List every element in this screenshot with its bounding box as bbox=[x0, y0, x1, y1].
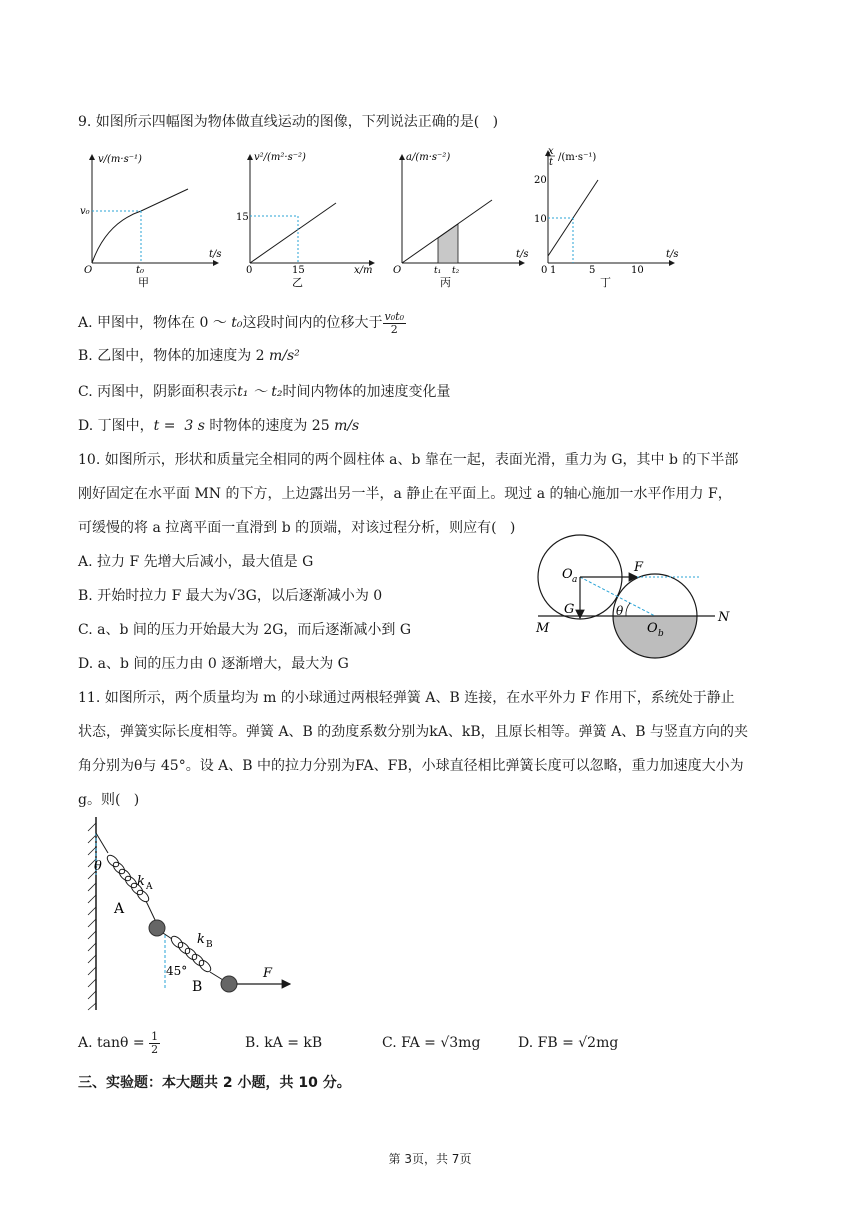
q11-stem-line4: g。则( ) bbox=[78, 792, 140, 808]
graph-jia bbox=[78, 145, 228, 290]
q9-option-d: D. 丁图中，t = 3 s 时物体的速度为 25 m/s bbox=[78, 418, 360, 434]
q10-figure bbox=[530, 520, 745, 668]
xlabel: t/s bbox=[666, 249, 679, 260]
svg-text:M: M bbox=[536, 621, 550, 636]
q10-option-b: B. 开始时拉力 F 最大为√3G，以后逐渐减小为 0 bbox=[78, 588, 383, 604]
svg-text:A: A bbox=[114, 901, 125, 917]
q11-stem-line2: 状态，弹簧实际长度相等。弹簧 A、B 的劲度系数分别为kA、kB，且原长相等。弹簧 A、B 与竖直方向的夹 bbox=[78, 724, 748, 740]
q10-option-a: A. 拉力 F 先增大后减小，最大值是 G bbox=[78, 554, 314, 570]
y10-label: 10 bbox=[534, 214, 547, 225]
caption: 甲 bbox=[138, 276, 149, 289]
svg-text:B: B bbox=[192, 979, 203, 995]
v0-label: v₀ bbox=[80, 206, 90, 217]
x10-label: 10 bbox=[631, 265, 644, 276]
svg-text:F: F bbox=[263, 966, 273, 981]
y15-label: 15 bbox=[236, 212, 249, 223]
q9-option-c: C. 丙图中，阴影面积表示t₁ ～ t₂时间内物体的加速度变化量 bbox=[78, 384, 451, 400]
x1-label: 1 bbox=[550, 265, 557, 276]
svg-text:N: N bbox=[718, 610, 730, 625]
v-t-curve bbox=[92, 189, 188, 263]
x15-label: 15 bbox=[292, 265, 305, 276]
ball-2 bbox=[221, 976, 237, 992]
svg-text:a: a bbox=[572, 575, 578, 585]
svg-text:O: O bbox=[562, 567, 573, 582]
q9-option-b: B. 乙图中，物体的加速度为 2 m/s² bbox=[78, 348, 300, 364]
x5-label: 5 bbox=[589, 265, 596, 276]
q10-stem-line3: 可缓慢的将 a 拉离平面一直滑到 b 的顶端，对该过程分析，则应有( ) bbox=[78, 520, 516, 536]
q10-option-c: C. a、b 间的压力开始最大为 2G，而后逐渐减小到 G bbox=[78, 622, 412, 638]
ball-1 bbox=[149, 920, 165, 936]
svg-text:θ: θ bbox=[94, 859, 102, 874]
section-heading: 三、实验题：本大题共 2 小题，共 10 分。 bbox=[78, 1075, 351, 1091]
q11-option-c: C. FA = √3mg bbox=[382, 1035, 481, 1051]
caption: 丁 bbox=[600, 276, 611, 289]
svg-text:k: k bbox=[137, 874, 145, 889]
q11-option-b: B. kA = kB bbox=[245, 1035, 323, 1051]
caption: 丙 bbox=[440, 276, 451, 289]
svg-text:θ: θ bbox=[616, 604, 624, 618]
q10-stem-line2: 刚好固定在水平面 MN 的下方，上边露出另一半，a 静止在平面上。现过 a 的轴心施加一水平作用力 F， bbox=[78, 486, 732, 502]
x0-label: 0 bbox=[246, 265, 253, 276]
q11-stem-line3: 角分别为θ与 45°。设 A、B 中的拉力分别为FA、FB，小球直径相比弹簧长度可以忽略，重力加速度大小为 bbox=[78, 758, 744, 774]
q9-stem: 9. 如图所示四幅图为物体做直线运动的图像，下列说法正确的是( ) bbox=[78, 114, 499, 130]
q9-option-a: A. 甲图中，物体在 0 ～ t₀这段时间内的位移大于 $\frac{\text{v₀t₀}}{2}$ bbox=[78, 309, 404, 336]
graph-ding bbox=[536, 145, 686, 290]
t2-label: t₂ bbox=[452, 266, 460, 276]
origin-label: O bbox=[393, 265, 402, 276]
svg-text:B: B bbox=[206, 940, 213, 950]
ylabel: a/(m·s⁻²) bbox=[406, 152, 451, 163]
svg-text:G: G bbox=[564, 602, 575, 617]
graph-yi bbox=[236, 145, 381, 290]
page-footer: 第 3页，共 7页 bbox=[388, 1152, 472, 1166]
ylabel-num: x bbox=[548, 146, 554, 157]
q10-stem-line1: 10. 如图所示，形状和质量完全相同的两个圆柱体 a、b 靠在一起，表面光滑，重力为 G，其中 b 的下半部 bbox=[78, 452, 739, 468]
shaded-area bbox=[438, 224, 458, 263]
caption: 乙 bbox=[292, 276, 303, 289]
q11-option-a: A. tanθ = $\frac{1}{2}$ bbox=[78, 1029, 159, 1056]
wall-hatch bbox=[88, 823, 96, 1010]
theta-arc bbox=[626, 603, 630, 616]
ylabel: v²/(m²·s⁻²) bbox=[254, 152, 306, 163]
t1-label: t₁ bbox=[434, 266, 442, 276]
svg-text:45°: 45° bbox=[166, 964, 188, 978]
origin-label: O bbox=[84, 265, 93, 276]
xlabel: t/s bbox=[209, 249, 222, 260]
q11-figure bbox=[80, 815, 310, 1015]
y20-label: 20 bbox=[534, 175, 547, 186]
graph-bing bbox=[388, 145, 533, 290]
xlabel: t/s bbox=[516, 249, 529, 260]
svg-text:O: O bbox=[647, 621, 658, 636]
ylabel: v/(m·s⁻¹) bbox=[98, 154, 142, 165]
line bbox=[250, 203, 336, 263]
ylabel-den: t bbox=[549, 157, 554, 168]
ylabel-unit: /(m·s⁻¹) bbox=[558, 152, 597, 163]
q11-stem-line1: 11. 如图所示，两个质量均为 m 的小球通过两根轻弹簧 A、B 连接，在水平外力 F 作用下，系统处于静止 bbox=[78, 690, 735, 706]
svg-text:A: A bbox=[146, 882, 153, 892]
x0-label: 0 bbox=[541, 265, 548, 276]
svg-text:b: b bbox=[658, 629, 664, 639]
xlabel: x/m bbox=[354, 265, 373, 276]
svg-text:F: F bbox=[634, 560, 644, 575]
svg-text:k: k bbox=[197, 932, 205, 947]
q11-option-d: D. FB = √2mg bbox=[518, 1035, 619, 1051]
t0-label: t₀ bbox=[136, 265, 145, 276]
q10-option-d: D. a、b 间的压力由 0 逐渐增大，最大为 G bbox=[78, 656, 349, 672]
